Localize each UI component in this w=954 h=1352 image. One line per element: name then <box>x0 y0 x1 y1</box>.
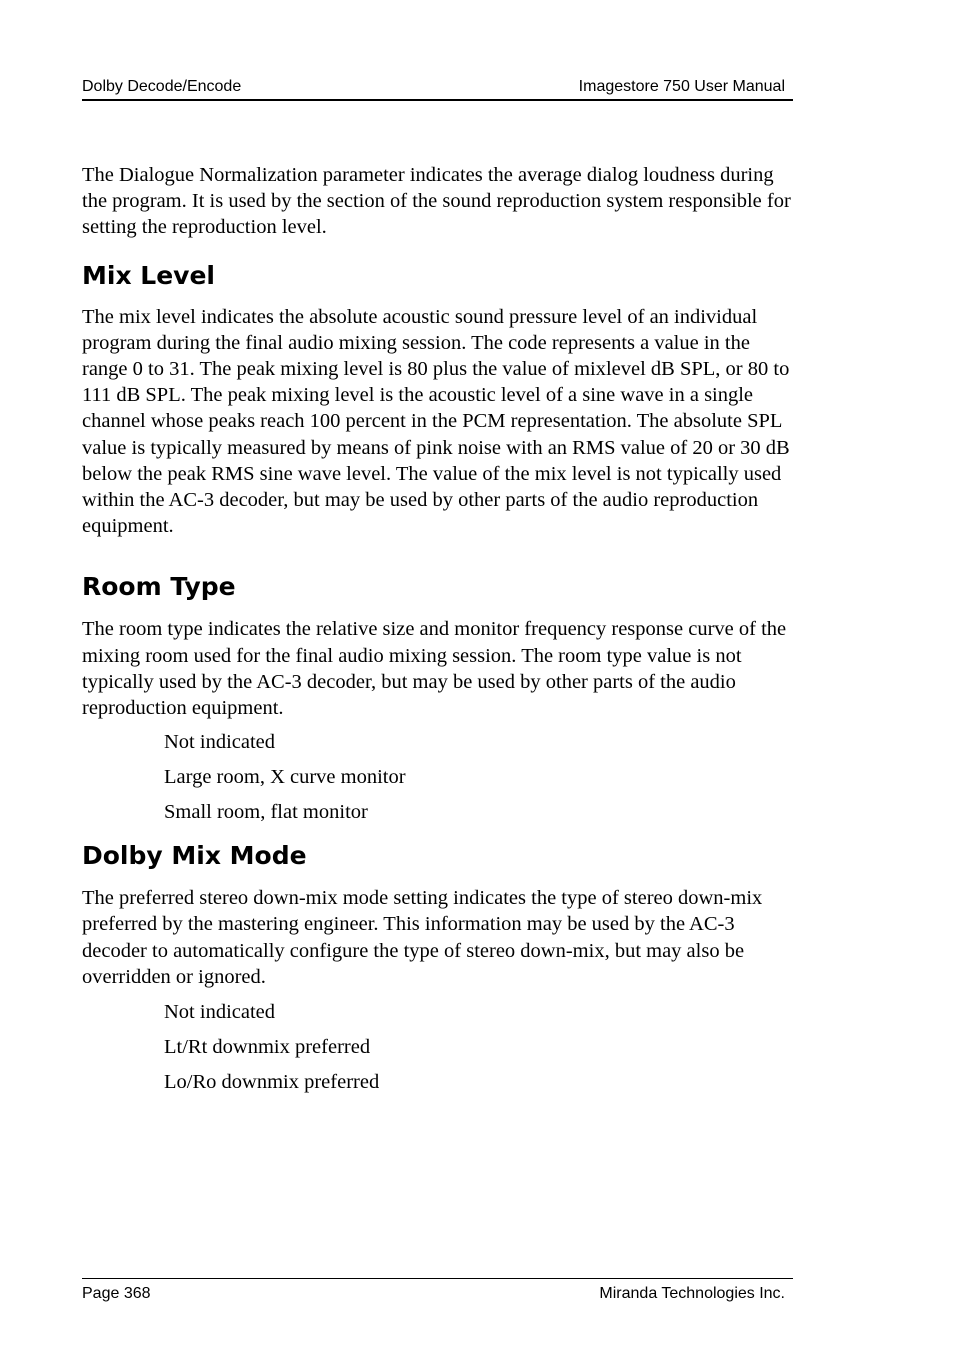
header-section-title: Dolby Decode/Encode <box>82 78 242 95</box>
heading-room-type: Room Type <box>82 572 236 602</box>
room-type-list <box>82 729 794 825</box>
heading-mix-level: Mix Level <box>82 260 215 290</box>
list-item: Large room, X curve monitor <box>164 766 406 789</box>
list-item: Lt/Rt downmix preferred <box>164 1036 371 1059</box>
dolby-mix-mode-paragraph: The preferred stereo down-mix mode setting indicates the type of stereo down-mix preferred by the mastering engineer. This information may be used by the AC-3 decoder to automatically configure the type of stereo down-mix, but may also be overridden or ignored. <box>82 887 763 988</box>
list-item: Not indicated <box>164 731 276 754</box>
header-manual-title: Imagestore 750 User Manual <box>578 78 785 95</box>
page-number: Page 368 <box>82 1285 151 1302</box>
list-item: Small room, flat monitor <box>164 801 368 824</box>
mix-level-paragraph: The mix level indicates the absolute acoustic sound pressure level of an individual program during the final audio mixing session. The code represents a value in the range 0 to 31. The peak mixing level is 80 plus the value of mixlevel dB SPL, or 80 to 111 dB SPL. The peak mixing level is the acoustic level of a sine wave in a single channel whose peaks reach 100 percent in the PCM representation. The absolute SPL value is typically measured by means of pink noise with an RMS value of 20 or 30 dB below the peak RMS sine wave level. The value of the mix level is not typically used within the AC-3 decoder, but may be used by other parts of the audio reproduction equipment. <box>82 305 790 538</box>
heading-dolby-mix-mode: Dolby Mix Mode <box>82 841 307 871</box>
footer-company: Miranda Technologies Inc. <box>599 1285 785 1302</box>
room-type-paragraph: The room type indicates the relative size and monitor frequency response curve of the mixing room used for the final audio mixing session. The room type value is not typically used by the AC-3 decoder, but may be used by other parts of the audio reproduction equipment. <box>82 618 787 720</box>
page-footer <box>82 1278 793 1302</box>
dolby-mix-mode-list <box>82 999 794 1095</box>
list-item: Lo/Ro downmix preferred <box>164 1071 380 1094</box>
page-content <box>82 162 794 1095</box>
intro-paragraph: The Dialogue Normalization parameter indicates the average dialog loudness during the program. It is used by the section of the sound reproduction system responsible for setting the reproduction level. <box>82 164 791 239</box>
list-item: Not indicated <box>164 1001 276 1024</box>
page-header <box>82 77 793 101</box>
